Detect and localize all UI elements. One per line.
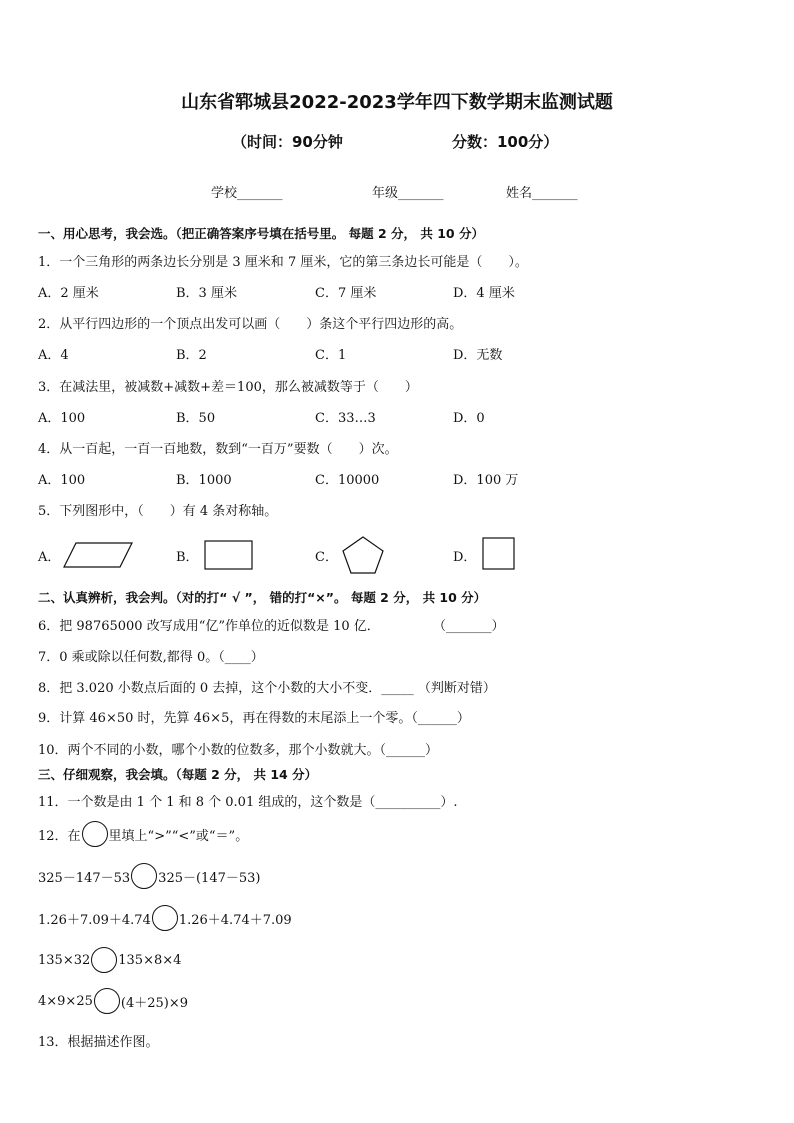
- school-field: 学校_______: [211, 186, 283, 201]
- question-2: 2．从平行四边形的一个顶点出发可以画（ ）条这个平行四边形的高。: [38, 317, 463, 332]
- question-7: 7．0 乘或除以任何数,都得 0。（____）: [38, 650, 264, 665]
- section-3-heading: 三、仔细观察，我会填。（每题 2 分， 共 14 分）: [38, 767, 318, 782]
- square-shape: [481, 536, 517, 572]
- exam-score: 分数：100分）: [452, 133, 559, 151]
- compare-left: 1.26＋7.09＋4.74: [38, 912, 151, 928]
- question-6: 6．把 98765000 改写成用“亿”作单位的近似数是 10 亿．: [38, 619, 380, 634]
- q12-suffix: 里填上“>”“<”或“＝”。: [108, 828, 249, 844]
- compare-circle[interactable]: [94, 988, 120, 1014]
- section-1-heading: 一、用心思考，我会选。（把正确答案序号填在括号里。 每题 2 分， 共 10 分）: [38, 226, 484, 241]
- page-title: 山东省郓城县2022-2023学年四下数学期末监测试题: [181, 92, 613, 113]
- q4-option-c: C．10000: [315, 473, 380, 488]
- q2-option-a: A．4: [38, 348, 69, 363]
- question-3: 3．在减法里，被减数+减数+差＝100，那么被减数等于（ ）: [38, 380, 418, 395]
- compare-right: 135×8×4: [118, 952, 182, 968]
- compare-left: 4×9×25: [38, 993, 93, 1009]
- q2-option-d: D．无数: [453, 348, 503, 363]
- compare-left: 325－147－53: [38, 870, 131, 886]
- question-12: [38, 821, 248, 847]
- q2-option-b: B．2: [176, 348, 207, 363]
- q4-option-d: D．100 万: [453, 473, 519, 488]
- compare-circle[interactable]: [131, 863, 157, 889]
- q3-option-c: C．33…3: [315, 411, 376, 426]
- q3-option-a: A．100: [38, 411, 86, 426]
- q1-option-a: A．2 厘米: [38, 286, 99, 301]
- question-8: 8．把 3.020 小数点后面的 0 去掉，这个小数的大小不变．_____ （判断对错）: [38, 681, 496, 696]
- q1-option-b: B．3 厘米: [176, 286, 237, 301]
- question-5: 5．下列图形中，（ ）有 4 条对称轴。: [38, 504, 278, 519]
- question-11: 11．一个数是由 1 个 1 和 8 个 0.01 组成的，这个数是（__________）.: [38, 795, 458, 810]
- compare-row-1: [38, 863, 260, 889]
- q12-prefix: 12．在: [38, 828, 81, 844]
- exam-time: （时间：90分钟: [232, 133, 343, 151]
- question-4: 4．从一百起，一百一百地数，数到“一百万”要数（ ）次。: [38, 442, 398, 457]
- compare-row-4: [38, 988, 188, 1014]
- compare-circle[interactable]: [152, 905, 178, 931]
- compare-row-3: [38, 947, 181, 973]
- compare-right: (4＋25)×9: [120, 995, 188, 1011]
- rectangle-shape: [203, 539, 255, 571]
- question-1: 1．一个三角形的两条边长分别是 3 厘米和 7 厘米，它的第三条边长可能是（ ）。: [38, 255, 528, 270]
- answer-circle[interactable]: [82, 821, 108, 847]
- compare-left: 135×32: [38, 952, 91, 968]
- parallelogram-shape: [62, 540, 134, 570]
- grade-field: 年级_______: [372, 186, 444, 201]
- question-13: 13．根据描述作图。: [38, 1035, 159, 1050]
- pentagon-shape: [340, 535, 386, 575]
- q4-option-b: B．1000: [176, 473, 232, 488]
- question-10: 10．两个不同的小数，哪个小数的位数多，那个小数就大。（______）: [38, 743, 439, 758]
- compare-circle[interactable]: [91, 947, 117, 973]
- q5-option-c: C．: [315, 550, 338, 565]
- compare-right: 325－(147－53): [158, 870, 261, 886]
- name-field: 姓名_______: [506, 186, 578, 201]
- compare-row-2: [38, 905, 292, 931]
- q5-option-a: A．: [38, 550, 61, 565]
- q2-option-c: C．1: [315, 348, 347, 363]
- q1-option-d: D．4 厘米: [453, 286, 515, 301]
- q4-option-a: A．100: [38, 473, 86, 488]
- compare-right: 1.26＋4.74＋7.09: [178, 912, 292, 928]
- question-9: 9．计算 46×50 时，先算 46×5，再在得数的末尾添上一个零。（______）: [38, 711, 470, 726]
- q1-option-c: C．7 厘米: [315, 286, 377, 301]
- q6-answer-blank[interactable]: （_______）: [433, 619, 505, 634]
- q5-option-d: D．: [453, 550, 477, 565]
- section-2-heading: 二、认真辨析，我会判。（对的打“ √ ”， 错的打“×”。 每题 2 分， 共 10 分）: [38, 590, 487, 605]
- q3-option-d: D．0: [453, 411, 485, 426]
- q5-option-b: B．: [176, 550, 199, 565]
- q3-option-b: B．50: [176, 411, 216, 426]
